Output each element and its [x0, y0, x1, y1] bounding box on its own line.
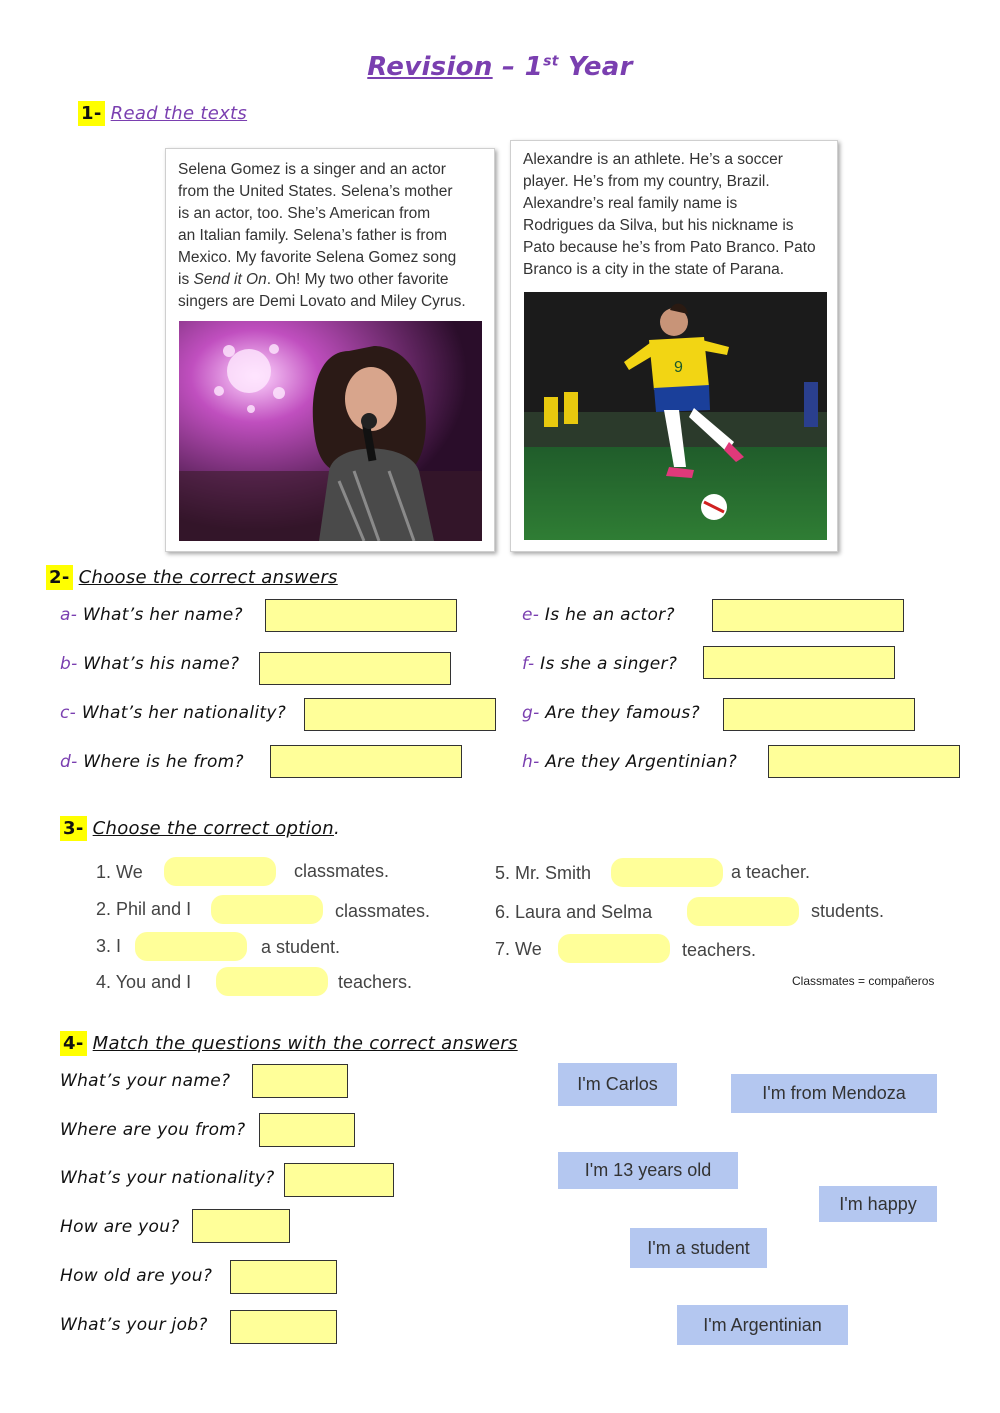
match-box-4[interactable]	[192, 1209, 290, 1243]
question-b	[60, 654, 239, 674]
item-number: 6.	[495, 902, 511, 922]
soccer-photo	[524, 292, 827, 540]
match-question-2: Where are you from?	[60, 1120, 246, 1140]
question-text: Are they famous?	[545, 703, 700, 723]
item-subject: Laura and Selma	[515, 902, 653, 922]
match-box-6[interactable]	[230, 1310, 337, 1344]
item-complement: classmates.	[335, 901, 431, 921]
question-letter: d-	[60, 752, 78, 772]
section3-number: 3-	[60, 816, 87, 841]
selena-text	[178, 159, 490, 313]
section3-period: .	[333, 818, 340, 839]
section4-heading	[60, 1033, 518, 1054]
answer-box-g[interactable]	[723, 698, 915, 731]
section2-title: Choose the correct answers	[78, 567, 338, 588]
match-question-5: How old are you?	[60, 1266, 213, 1286]
item-number: 1.	[96, 862, 112, 882]
match-box-3[interactable]	[284, 1163, 394, 1197]
question-letter: c-	[60, 703, 77, 723]
item-number: 4.	[96, 972, 112, 992]
answer-tag-happy[interactable]: I'm happy	[819, 1186, 937, 1222]
page-title	[0, 52, 1000, 82]
blank-5[interactable]	[611, 858, 723, 887]
answer-box-a[interactable]	[265, 599, 457, 632]
question-h	[522, 752, 737, 772]
section3-title: Choose the correct option	[92, 818, 334, 839]
item-subject: Phil and I	[116, 899, 192, 919]
item-number: 2.	[96, 899, 112, 919]
answer-box-c[interactable]	[304, 698, 496, 731]
alexandre-text	[523, 149, 833, 281]
section3-heading	[60, 818, 340, 839]
answer-tag-carlos[interactable]: I'm Carlos	[558, 1063, 677, 1106]
blank-1[interactable]	[164, 857, 276, 886]
question-text: What’s her name?	[82, 605, 243, 625]
question-letter: h-	[522, 752, 540, 772]
text-line: singers are Demi Lovato and Miley Cyrus.	[178, 293, 466, 310]
title-tail: Year	[558, 52, 633, 82]
text-line: is an actor, too. She’s American from	[178, 205, 431, 222]
text-line: Selena Gomez is a singer and an actor	[178, 161, 446, 178]
option-item-3	[96, 936, 121, 957]
answer-tag-argentinian[interactable]: I'm Argentinian	[677, 1305, 848, 1345]
item-complement: a teacher.	[731, 862, 811, 882]
text-line: Rodrigues da Silva, but his nickname is	[523, 217, 794, 234]
answer-tag-student[interactable]: I'm a student	[630, 1228, 767, 1268]
reading-card-selena	[165, 148, 495, 552]
text-line: Alexandre is an athlete. He’s a soccer	[523, 151, 783, 168]
question-text: Is he an actor?	[544, 605, 675, 625]
text-line: Mexico. My favorite Selena Gomez song	[178, 249, 457, 266]
item-subject: I	[116, 936, 122, 956]
text-line: Alexandre’s real family name is	[523, 195, 738, 212]
song-title: Send it On	[193, 271, 267, 288]
text-line: from the United States. Selena’s mother	[178, 183, 453, 200]
vocabulary-note: Classmates = compañeros	[792, 974, 935, 988]
item-complement: teachers.	[682, 940, 757, 960]
option-item-4	[96, 972, 191, 993]
question-g	[522, 703, 700, 723]
blank-3[interactable]	[135, 932, 247, 961]
question-f	[522, 654, 677, 674]
match-question-3: What’s your nationality?	[60, 1168, 275, 1188]
item-complement: students.	[811, 901, 885, 921]
question-letter: e-	[522, 605, 540, 625]
answer-tag-mendoza[interactable]: I'm from Mendoza	[731, 1074, 937, 1113]
option-item-5	[495, 863, 591, 884]
question-c	[60, 703, 286, 723]
question-letter: a-	[60, 605, 78, 625]
question-text: What’s her nationality?	[81, 703, 287, 723]
section1-title: Read the texts	[110, 103, 248, 124]
question-text: Are they Argentinian?	[545, 752, 738, 772]
question-text: What’s his name?	[83, 654, 240, 674]
item-subject: Mr. Smith	[515, 863, 592, 883]
item-subject: We	[515, 939, 542, 959]
item-complement: teachers.	[338, 972, 413, 992]
item-subject: We	[116, 862, 143, 882]
match-box-1[interactable]	[252, 1064, 348, 1098]
text-line: Branco is a city in the state of Parana.	[523, 261, 785, 278]
section1-number: 1-	[78, 101, 105, 126]
answer-box-f[interactable]	[703, 646, 895, 679]
question-text: Is she a singer?	[540, 654, 678, 674]
match-question-6: What’s your job?	[60, 1315, 208, 1335]
question-letter: f-	[522, 654, 535, 674]
item-number: 7.	[495, 939, 511, 959]
option-item-1	[96, 862, 143, 883]
question-letter: g-	[522, 703, 540, 723]
item-subject: You and I	[115, 972, 192, 992]
match-question-4: How are you?	[60, 1217, 180, 1237]
section4-title: Match the questions with the correct answers	[92, 1033, 518, 1054]
jersey-number: 9	[674, 359, 683, 376]
text-line: player. He’s from my country, Brazil.	[523, 173, 770, 190]
match-box-5[interactable]	[230, 1260, 337, 1294]
answer-box-b[interactable]	[259, 652, 451, 685]
text-line: an Italian family. Selena’s father is from	[178, 227, 448, 244]
blank-2[interactable]	[211, 895, 323, 924]
option-item-6	[495, 902, 652, 923]
question-d	[60, 752, 244, 772]
question-letter: b-	[60, 654, 78, 674]
section1-heading	[78, 103, 247, 124]
text-line: Pato because he’s from Pato Branco. Pato	[523, 239, 816, 256]
answer-box-h[interactable]	[768, 745, 960, 778]
answer-box-d[interactable]	[270, 745, 462, 778]
title-main: Revision	[367, 52, 493, 82]
title-dash: – 1	[492, 52, 544, 82]
text-fragment: . Oh! My two other favorite	[266, 271, 449, 288]
match-question-1: What’s your name?	[60, 1071, 231, 1091]
singer-photo	[179, 321, 482, 541]
text-fragment: is	[178, 271, 194, 288]
question-a	[60, 605, 243, 625]
item-complement: a student.	[261, 937, 341, 957]
option-item-7	[495, 939, 542, 960]
answer-tag-13-years[interactable]: I'm 13 years old	[558, 1152, 738, 1189]
question-text: Where is he from?	[83, 752, 244, 772]
section4-number: 4-	[60, 1031, 87, 1056]
section2-number: 2-	[46, 565, 73, 590]
blank-4[interactable]	[216, 967, 328, 996]
item-number: 3.	[96, 936, 112, 956]
match-box-2[interactable]	[259, 1113, 355, 1147]
option-item-2	[96, 899, 191, 920]
item-number: 5.	[495, 863, 511, 883]
reading-card-alexandre	[510, 140, 838, 552]
section2-heading	[46, 567, 338, 588]
question-e	[522, 605, 675, 625]
text-line	[178, 269, 490, 291]
answer-box-e[interactable]	[712, 599, 904, 632]
blank-6[interactable]	[687, 897, 799, 926]
item-complement: classmates.	[294, 861, 390, 881]
title-sup: st	[543, 53, 559, 70]
blank-7[interactable]	[558, 934, 670, 963]
